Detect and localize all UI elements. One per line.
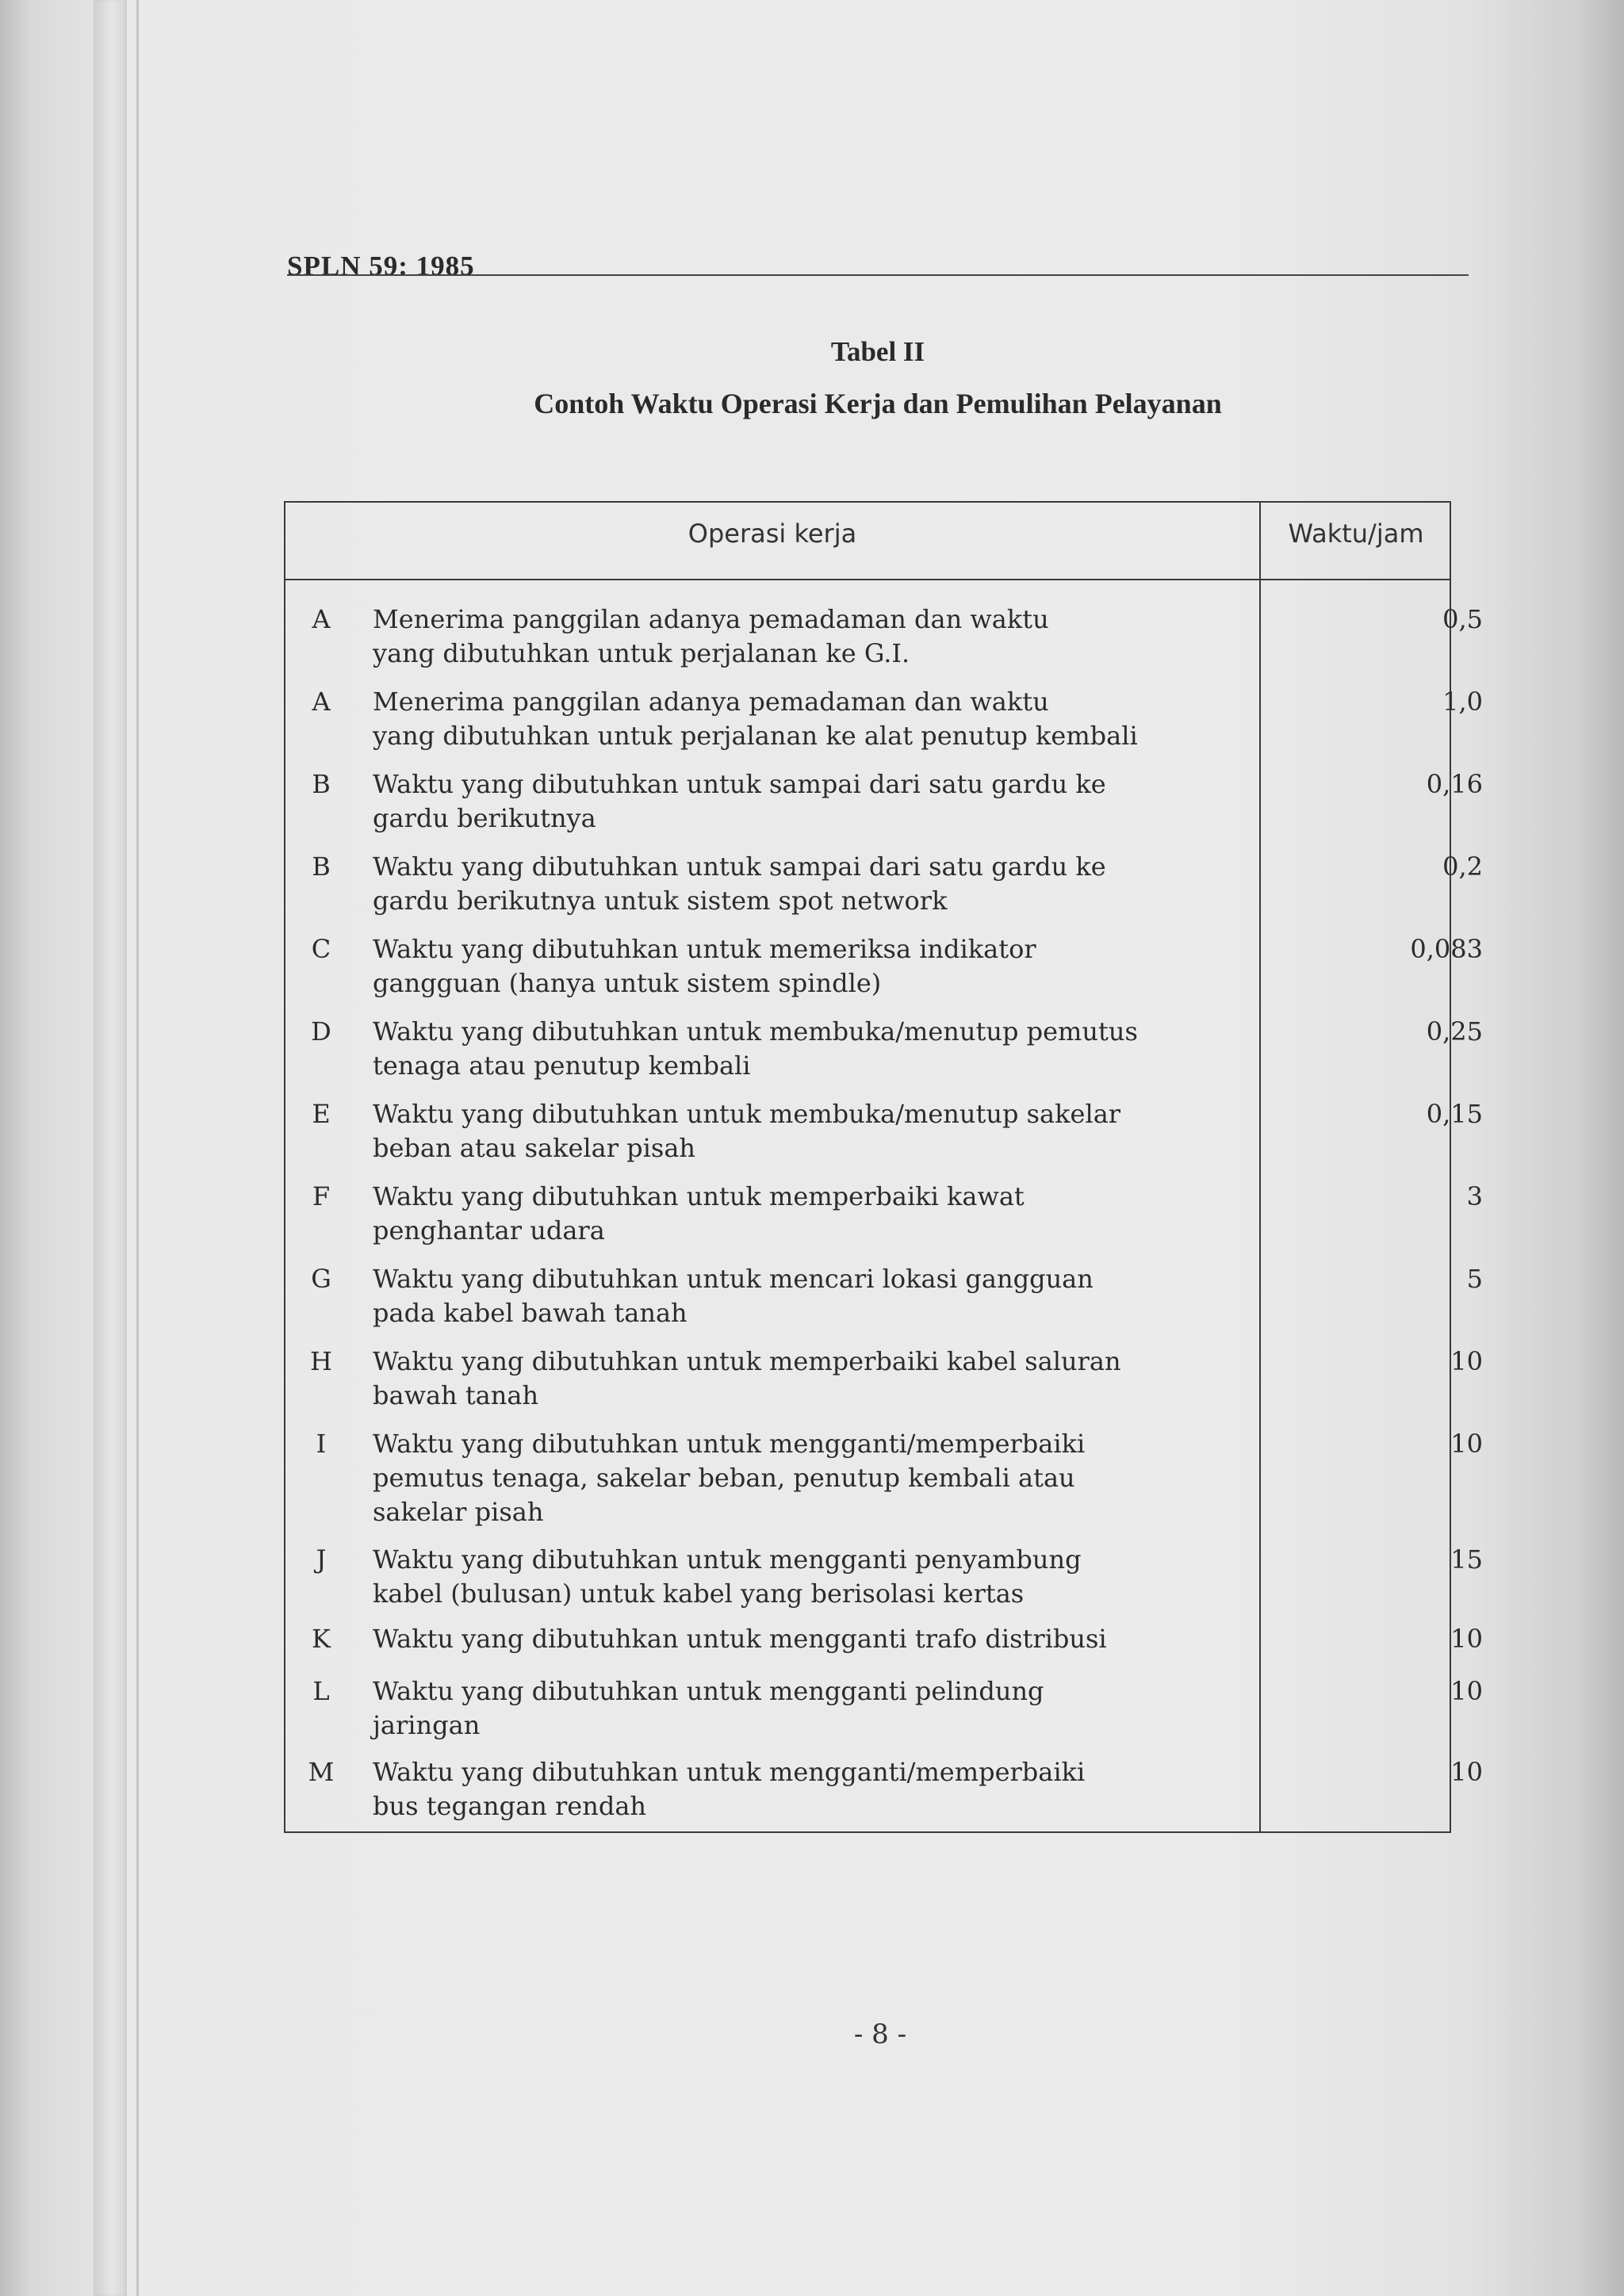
row-code: J [316, 1544, 327, 1575]
row-description: Waktu yang dibutuhkan untuk membuka/menutup sakelar beban atau sakelar pisah [373, 1099, 1121, 1163]
row-code: D [311, 1016, 331, 1047]
row-description: Waktu yang dibutuhkan untuk memperbaiki kawat penghantar udara [373, 1181, 1025, 1246]
row-code: E [312, 1099, 331, 1129]
row-code: C [311, 934, 331, 964]
page-edge-shadow [94, 0, 127, 2296]
row-code: F [312, 1181, 331, 1211]
document-header: SPLN 59: 1985 [287, 251, 475, 281]
row-code: I [316, 1429, 327, 1459]
page-number: - 8 - [853, 2019, 907, 2050]
row-description: Waktu yang dibutuhkan untuk mengganti/memperbaiki pemutus tenaga, sakelar beban, penutup kembali atau sakelar pisah [373, 1429, 1086, 1527]
row-code: A [312, 604, 331, 634]
row-time: 10 [1450, 1429, 1483, 1459]
row-time: 15 [1450, 1544, 1483, 1575]
header-rule [287, 274, 1469, 276]
row-time: 10 [1450, 1624, 1483, 1654]
row-description: Waktu yang dibutuhkan untuk mencari lokasi gangguan pada kabel bawah tanah [373, 1264, 1094, 1328]
row-code: H [310, 1346, 332, 1376]
row-code: K [312, 1624, 331, 1654]
page-edge-line [136, 0, 139, 2296]
row-code: M [308, 1757, 335, 1787]
row-time: 0,2 [1442, 851, 1483, 882]
row-time: 10 [1450, 1346, 1483, 1376]
column-header-time: Waktu/jam [1288, 519, 1424, 549]
row-description: Waktu yang dibutuhkan untuk mengganti penyambung kabel (bulusan) untuk kabel yang berisolasi kertas [373, 1544, 1082, 1609]
row-description: Menerima panggilan adanya pemadaman dan waktu yang dibutuhkan untuk perjalanan ke G.I. [373, 604, 1049, 668]
row-description: Waktu yang dibutuhkan untuk sampai dari satu gardu ke gardu berikutnya untuk sistem spot network [373, 851, 1106, 916]
row-time: 10 [1450, 1676, 1483, 1706]
row-description: Waktu yang dibutuhkan untuk memperbaiki kabel saluran bawah tanah [373, 1346, 1121, 1410]
row-description: Waktu yang dibutuhkan untuk mengganti trafo distribusi [373, 1624, 1107, 1654]
row-description: Menerima panggilan adanya pemadaman dan waktu yang dibutuhkan untuk perjalanan ke alat penutup kembali [373, 687, 1138, 751]
row-time: 1,0 [1442, 687, 1483, 717]
row-description: Waktu yang dibutuhkan untuk mengganti/memperbaiki bus tegangan rendah [373, 1757, 1086, 1821]
row-code: A [312, 687, 331, 717]
row-description: Waktu yang dibutuhkan untuk membuka/menutup pemutus tenaga atau penutup kembali [373, 1016, 1138, 1081]
table-title: Contoh Waktu Operasi Kerja dan Pemulihan Pelayanan [534, 388, 1222, 419]
row-time: 0,16 [1426, 769, 1483, 799]
row-code: L [312, 1676, 330, 1706]
row-description: Waktu yang dibutuhkan untuk sampai dari satu gardu ke gardu berikutnya [373, 769, 1106, 833]
row-code: B [312, 851, 331, 882]
row-time: 0,25 [1426, 1016, 1483, 1047]
row-time: 0,5 [1442, 604, 1483, 634]
row-time: 3 [1466, 1181, 1483, 1211]
row-time: 10 [1450, 1757, 1483, 1787]
row-code: B [312, 769, 331, 799]
column-header-operation: Operasi kerja [688, 519, 857, 549]
row-code: G [311, 1264, 331, 1294]
row-time: 0,083 [1410, 934, 1483, 964]
table-number: Tabel II [830, 336, 925, 367]
row-description: Waktu yang dibutuhkan untuk mengganti pelindung jaringan [373, 1676, 1044, 1740]
row-time: 0,15 [1426, 1099, 1483, 1129]
row-time: 5 [1466, 1264, 1483, 1294]
row-description: Waktu yang dibutuhkan untuk memeriksa indikator gangguan (hanya untuk sistem spindle) [373, 934, 1036, 998]
table-header-divider [284, 579, 1451, 580]
